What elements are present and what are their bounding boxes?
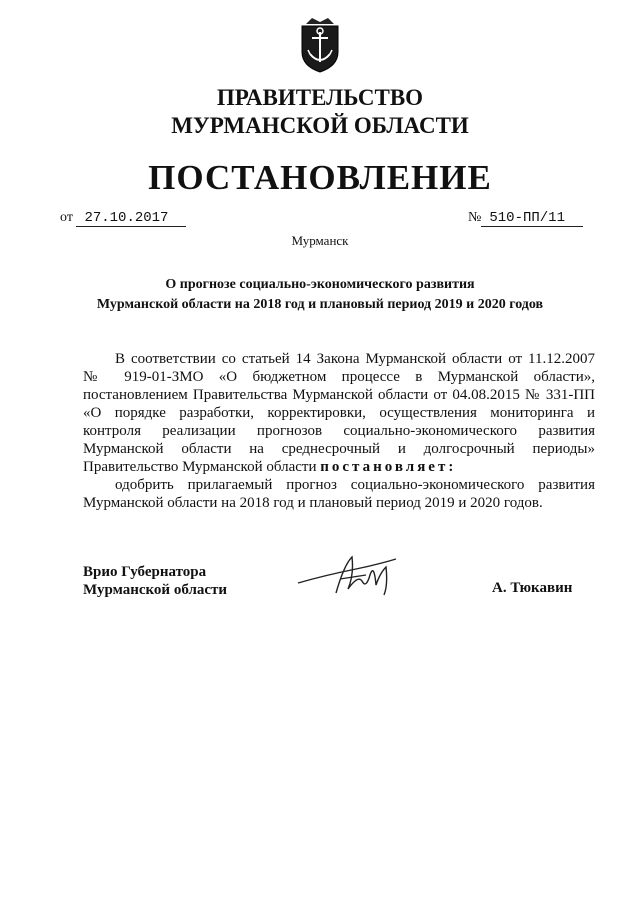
number-prefix: № xyxy=(468,210,482,225)
body-text xyxy=(83,350,595,510)
body-line: контроля реализации прогнозов социально-экономического развития xyxy=(83,423,595,439)
body-line: Мурманской области на 2018 год и плановый период 2019 и 2020 годов. xyxy=(83,495,543,511)
body-line: № 919-01-ЗМО «О бюджетном процессе в Мурманской области», xyxy=(83,369,595,385)
document-type-title: ПОСТАНОВЛЕНИЕ xyxy=(148,158,492,197)
document-number xyxy=(468,210,583,226)
government-title-line1: ПРАВИТЕЛЬСТВО xyxy=(216,85,424,110)
body-line: «О порядке разработки, корректировки, осуществления мониторинга и xyxy=(83,405,595,421)
body-line: Мурманской области на среднесрочный и долгосрочный периоды» xyxy=(83,441,595,457)
signer-position-line1: Врио Губернатора xyxy=(83,564,207,580)
body-line: В соответствии со статьей 14 Закона Мурманской области от 11.12.2007 xyxy=(115,351,595,367)
body-line: постановлением Правительства Мурманской области от 04.08.2015 № 331-ПП xyxy=(83,387,595,403)
date-value: 27.10.2017 xyxy=(76,210,186,227)
subject-line2: Мурманской области на 2018 год и плановый период 2019 и 2020 годов xyxy=(96,297,544,312)
resolves-word: постановляет: xyxy=(320,459,457,475)
date-prefix: от xyxy=(60,210,73,225)
subject-line1: О прогнозе социально-экономического развития xyxy=(165,277,475,292)
document-date xyxy=(60,210,186,226)
number-value: 510-ПП/11 xyxy=(481,210,583,227)
signature-icon xyxy=(296,545,416,605)
city-name: Мурманск xyxy=(291,233,349,248)
government-title-line2: МУРМАНСКОЙ ОБЛАСТИ xyxy=(171,113,469,138)
body-line: Правительство Мурманской области xyxy=(83,459,317,475)
signer-name: А. Тюкавин xyxy=(492,580,573,596)
signer-position-line2: Мурманской области xyxy=(83,582,228,598)
body-line: одобрить прилагаемый прогноз социально-экономического развития xyxy=(115,477,595,493)
body-line-resolve xyxy=(83,458,595,476)
coat-of-arms-icon xyxy=(298,14,342,74)
